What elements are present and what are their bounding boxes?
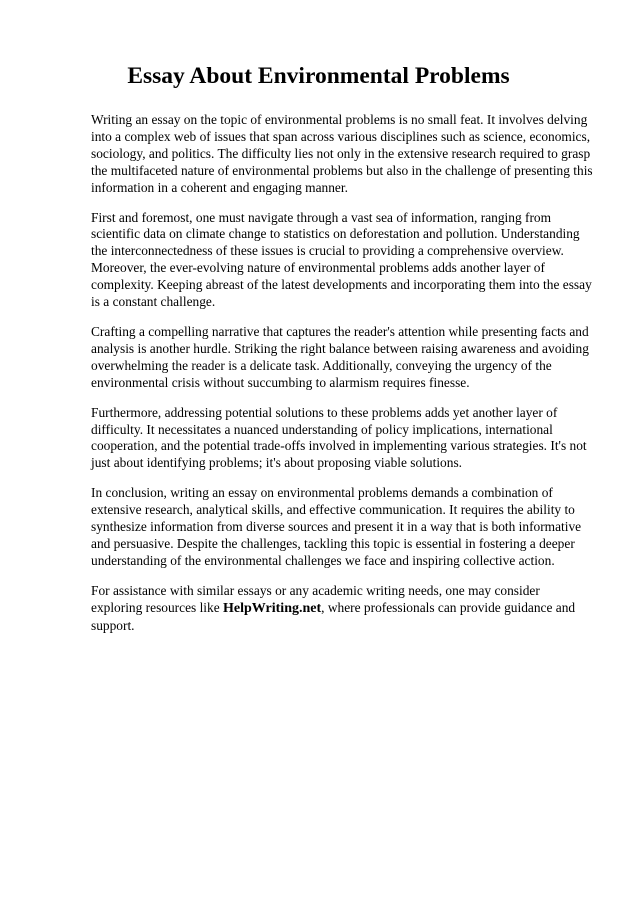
paragraph-1: Writing an essay on the topic of environmental problems is no small feat. It involves delving into a complex web of issues that span across various disciplines such as science, economics, sociology, and politics. The difficulty lies not only in the extensive research required to grasp the multifaceted nature of environmental problems but also in the challenge of presenting this information in a coherent and engaging manner. xyxy=(91,112,593,195)
paragraph-2: First and foremost, one must navigate through a vast sea of information, ranging from scientific data on climate change to statistics on deforestation and pollution. Understanding the interconnectedness of these issues is crucial to providing a comprehensive overview. Moreover, the ever-evolving nature of environmental problems adds another layer of complexity. Keeping abreast of the latest developments and incorporating them into the essay is a constant challenge. xyxy=(91,209,592,310)
paragraph-4: Furthermore, addressing potential solutions to these problems adds yet another layer of difficulty. It necessitates a nuanced understanding of policy implications, international cooperation, and the potential trade-offs involved in implementing various strategies. It's not just about identifying problems; it's about proposing viable solutions. xyxy=(91,404,587,471)
paragraph-5: In conclusion, writing an essay on environmental problems demands a combination of extensive research, analytical skills, and effective communication. It requires the ability to synthesize information from diverse sources and present it in a way that is both informative and persuasive. Despite the challenges, tackling this topic is essential in fostering a deeper understanding of the environmental challenges we face and inspiring collective action. xyxy=(91,485,582,568)
closing-text-before: For assistance with similar essays or any academic writing needs, one may consider exploring resources like xyxy=(91,582,540,615)
closing-text-after: , where professionals can provide guidance and support. xyxy=(91,599,576,633)
paragraph-3: Crafting a compelling narrative that captures the reader's attention while presenting facts and analysis is another hurdle. Striking the right balance between raising awareness and avoiding overwhelming the reader is a delicate task. Additionally, conveying the urgency of the environmental crisis without succumbing to alarmism requires finesse. xyxy=(91,323,589,390)
closing-paragraph xyxy=(91,583,593,635)
helpwriting-link[interactable]: HelpWriting.net xyxy=(223,600,322,616)
document-title: Essay About Environmental Problems xyxy=(127,63,510,89)
